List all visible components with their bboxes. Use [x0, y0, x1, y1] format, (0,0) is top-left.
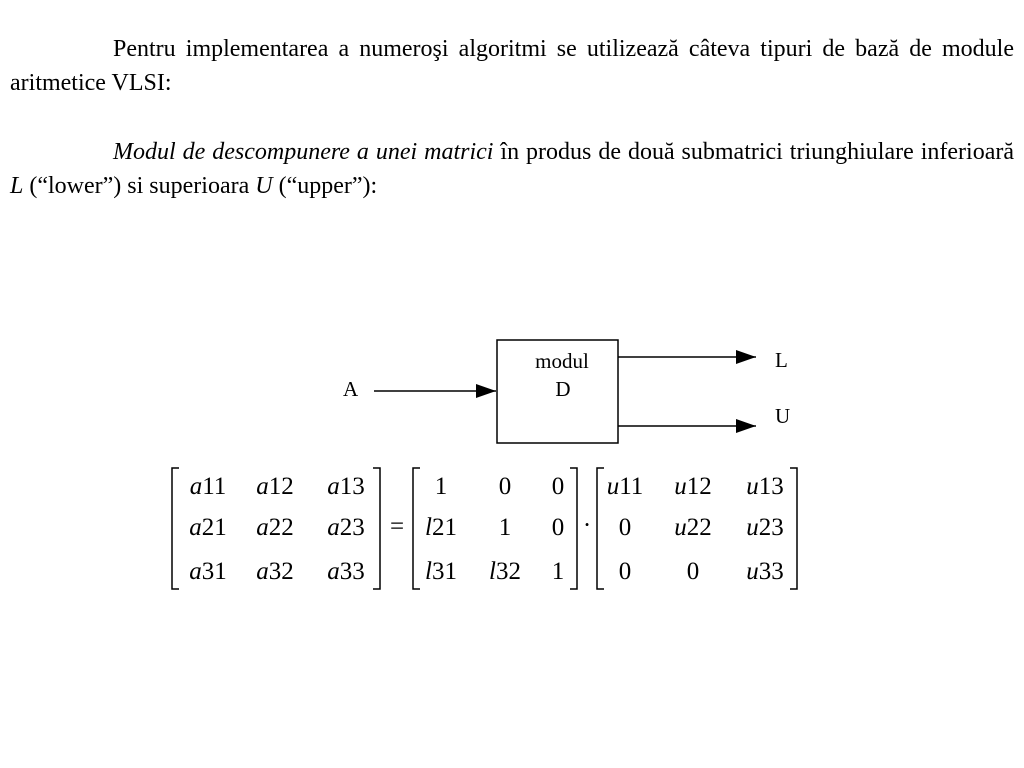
matrix-a-cell-22: a22 — [256, 514, 294, 541]
matrix-a-cell-21: a21 — [189, 514, 227, 541]
matrix-u-cell-13: u13 — [746, 473, 784, 500]
matrix-a-cell-23: a23 — [327, 514, 365, 541]
matrix-a-cell-31: a31 — [189, 558, 227, 585]
matrix-a-right-bracket — [373, 468, 380, 589]
matrix-cells — [189, 473, 784, 585]
matrix-l-left-bracket — [413, 468, 420, 589]
matrix-a-cell-32: a32 — [256, 558, 294, 585]
matrix-l-right-bracket — [570, 468, 577, 589]
upper-symbol: U — [255, 173, 273, 199]
matrix-u-cell-12: u12 — [674, 473, 712, 500]
matrix-l-cell-13: 0 — [551, 473, 565, 500]
module-box-label: modul — [535, 349, 589, 373]
description-text-c: (“upper”): — [272, 173, 378, 199]
matrix-l-cell-31: l31 — [425, 558, 457, 585]
description-text-a: în produs de două submatrici triunghiulare inferioară — [493, 139, 1014, 165]
matrix-l-cell-12: 0 — [498, 473, 512, 500]
matrix-u-cell-21: 0 — [618, 514, 632, 541]
description-text-b: (“lower”) si superioara — [23, 173, 256, 199]
matrix-a-cell-33: a33 — [327, 558, 365, 585]
matrix-l-cell-22: 1 — [498, 514, 512, 541]
intro-text: Pentru implementarea a numeroşi algoritmi se utilizează câteva tipuri de bază de module aritmetice VLSI: — [10, 36, 1014, 96]
input-label-a: A — [343, 377, 359, 401]
matrix-l-cell-32: l32 — [489, 558, 521, 585]
lower-symbol: L — [10, 173, 24, 199]
matrix-a-cell-12: a12 — [256, 473, 294, 500]
matrix-a-cell-11: a11 — [189, 473, 227, 500]
module-box-letter: D — [555, 377, 571, 401]
matrix-a-left-bracket — [172, 468, 179, 589]
matrix-u-left-bracket — [597, 468, 604, 589]
module-title: Modul de descompunere a unei matrici — [113, 139, 494, 165]
matrix-u-cell-11: u11 — [606, 473, 644, 500]
block-diagram — [343, 340, 790, 443]
matrix-u-cell-31: 0 — [618, 558, 632, 585]
matrix-u-cell-23: u23 — [746, 514, 784, 541]
matrix-l-cell-11: 1 — [434, 473, 448, 500]
matrix-u-cell-33: u33 — [746, 558, 784, 585]
matrix-u-right-bracket — [790, 468, 797, 589]
matrix-a-cell-13: a13 — [327, 473, 365, 500]
multiplication-dot: · — [582, 512, 592, 539]
matrix-u-cell-22: u22 — [674, 514, 712, 541]
matrix-u-cell-32: 0 — [686, 558, 700, 585]
equals-sign: = — [389, 513, 405, 540]
matrix-l-cell-23: 0 — [551, 514, 565, 541]
matrix-l-cell-21: l21 — [425, 514, 457, 541]
output-label-u: U — [775, 404, 791, 428]
output-label-l: L — [775, 348, 788, 372]
matrix-l-cell-33: 1 — [551, 558, 565, 585]
